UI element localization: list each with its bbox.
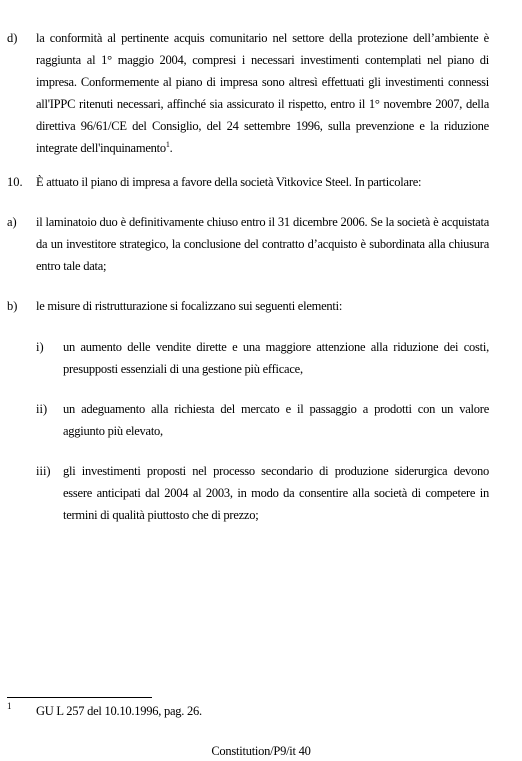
item-b <box>0 295 522 317</box>
item-10-text: È attuato il piano di impresa a favore della società Vitkovice Steel. In particolare: <box>36 175 422 189</box>
sub-item-ii-text: un adeguamento alla richiesta del mercato e il passaggio a prodotti con un valore aggiunto più elevato, <box>63 402 489 438</box>
item-a <box>0 211 522 277</box>
item-b-text: le misure di ristrutturazione si focalizzano sui seguenti elementi: <box>36 299 343 313</box>
item-d-label: d) <box>7 31 18 45</box>
sub-item-i-text: un aumento delle vendite dirette e una maggiore attenzione alla riduzione dei costi, presupposti essenziali di una gestione più efficace, <box>63 340 489 376</box>
footnote-number: 1 <box>7 701 12 711</box>
footnote-separator <box>7 697 152 698</box>
item-d-text <box>36 27 489 159</box>
item-10 <box>0 171 522 193</box>
item-d-body: la conformità al pertinente acquis comunitario nel settore della protezione dell’ambiente è raggiunta al 1° maggio 2004, compresi i necessari investimenti contemplati nel piano di impresa. Conformemente al piano di impresa sono altresì effettuati gli investimenti connessi all'IPPC ritenuti necessari, affinché sia assicurato il rispetto, entro il 1° novembre 2007, della direttiva 96/61/CE del Consiglio, del 24 settembre 1996, sulla prevenzione e la riduzione integrate dell'inquinamento <box>36 31 489 155</box>
item-a-text: il laminatoio duo è definitivamente chiuso entro il 31 dicembre 2006. Se la società è acquistata da un investitore strategico, la conclusione del contratto d’acquisto è subordinata alla chiusura entro tale data; <box>36 215 489 273</box>
item-d-trailing: . <box>169 141 173 155</box>
item-d <box>0 27 522 159</box>
item-a-label: a) <box>7 215 17 229</box>
footnote-ref: 1 <box>165 140 170 149</box>
sub-item-iii <box>0 460 522 526</box>
sub-item-ii <box>0 398 522 442</box>
footnote-text: GU L 257 del 10.10.1996, pag. 26. <box>36 704 202 718</box>
item-10-label: 10. <box>7 175 23 189</box>
sub-item-ii-label: ii) <box>36 402 48 416</box>
item-b-label: b) <box>7 299 18 313</box>
sub-item-iii-text: gli investimenti proposti nel processo secondario di produzione siderurgica devono essere anticipati dal 2004 al 2003, in modo da consentire alla società di competere in termini di qualità piuttosto che di prezzo; <box>63 464 489 522</box>
sub-item-i <box>0 336 522 380</box>
page-footer: Constitution/P9/it 40 <box>211 744 311 758</box>
sub-item-iii-label: iii) <box>36 464 51 478</box>
sub-item-i-label: i) <box>36 340 44 354</box>
